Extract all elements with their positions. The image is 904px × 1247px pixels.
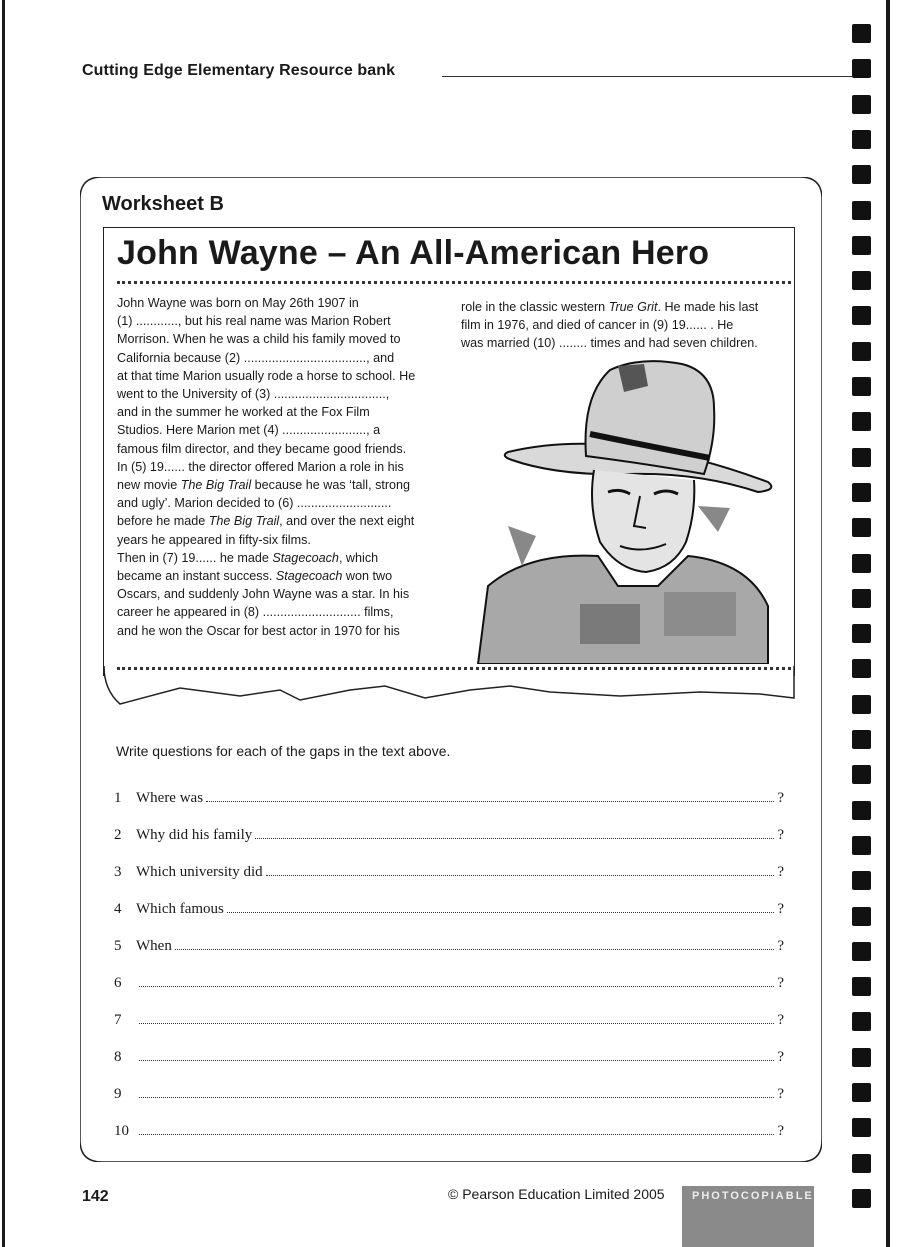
article-line: went to the University of (3) ................................, xyxy=(117,387,390,402)
photocopiable-logo xyxy=(682,1186,814,1247)
article-line: and in the summer he worked at the Fox Film xyxy=(117,405,370,420)
binding-hole xyxy=(852,1189,871,1208)
page-edge-left xyxy=(2,0,5,1247)
binding-hole xyxy=(852,589,871,608)
article-line: career he appeared in (8) ............................ films, xyxy=(117,605,394,620)
binding-hole xyxy=(852,1048,871,1067)
question-mark: ? xyxy=(777,901,784,917)
question-row xyxy=(114,975,784,995)
binding-hole xyxy=(852,1083,871,1102)
binding-hole xyxy=(852,342,871,361)
binding-hole xyxy=(852,24,871,43)
binding-hole xyxy=(852,1012,871,1031)
binding-hole xyxy=(852,554,871,573)
binding-hole xyxy=(852,942,871,961)
binding-hole xyxy=(852,95,871,114)
answer-line[interactable] xyxy=(227,912,774,913)
article-line: became an instant success. Stagecoach won two xyxy=(117,569,393,584)
answer-line[interactable] xyxy=(255,838,774,839)
article-line: before he made The Big Trail, and over the next eight xyxy=(117,514,415,529)
instruction-text: Write questions for each of the gaps in the text above. xyxy=(116,743,451,759)
question-row xyxy=(114,864,784,884)
answer-line[interactable] xyxy=(175,949,775,950)
article-line: Then in (7) 19...... he made Stagecoach, which xyxy=(117,550,379,565)
binding-hole xyxy=(852,801,871,820)
page-number: 142 xyxy=(82,1188,109,1205)
film-title: Stagecoach xyxy=(272,550,339,565)
film-title: Stagecoach xyxy=(275,569,343,584)
article-line: Morrison. When he was a child his family moved to xyxy=(117,332,401,347)
article-line: famous film director, and they became good friends. xyxy=(117,441,407,456)
question-mark: ? xyxy=(777,938,784,954)
article-line: new movie The Big Trail because he was ‘tall, strong xyxy=(117,478,411,493)
binding-hole xyxy=(852,624,871,643)
question-row xyxy=(114,901,784,921)
question-number: 2 xyxy=(114,827,122,843)
binding-hole xyxy=(852,1154,871,1173)
binding-hole xyxy=(852,836,871,855)
page-header xyxy=(82,62,852,86)
answer-line[interactable] xyxy=(139,1134,774,1135)
question-mark: ? xyxy=(777,975,784,991)
question-row xyxy=(114,938,784,958)
binding-hole xyxy=(852,448,871,467)
binding-hole xyxy=(852,377,871,396)
worksheet-label: Worksheet B xyxy=(102,193,224,215)
article-line: was married (10) ........ times and had seven children. xyxy=(461,336,758,351)
article-left-column xyxy=(117,294,439,640)
article-line: and ugly’. Marion decided to (6) ........................... xyxy=(117,496,392,511)
question-stem: Which university did xyxy=(136,864,263,880)
question-mark: ? xyxy=(777,1123,784,1139)
article-line: In (5) 19...... the director offered Marion a role in his xyxy=(117,459,404,474)
resource-bank-title: Cutting Edge Elementary Resource bank xyxy=(82,62,396,79)
article-line: years he appeared in fifty-six films. xyxy=(117,532,311,547)
question-stem: Which famous xyxy=(136,901,224,917)
question-row xyxy=(114,1086,784,1106)
article-title: John Wayne – An All-American Hero xyxy=(117,234,710,272)
question-mark: ? xyxy=(777,790,784,806)
binding-hole xyxy=(852,518,871,537)
john-wayne-portrait-icon xyxy=(468,356,784,664)
binding-hole xyxy=(852,483,871,502)
question-number: 1 xyxy=(114,790,122,806)
question-stem: Why did his family xyxy=(136,827,253,843)
binding-hole xyxy=(852,977,871,996)
binding-hole xyxy=(852,130,871,149)
answer-line[interactable] xyxy=(139,1097,774,1098)
binding-hole xyxy=(852,765,871,784)
question-stem: When xyxy=(136,938,172,954)
binding-hole xyxy=(852,236,871,255)
question-number: 8 xyxy=(114,1049,122,1065)
question-mark: ? xyxy=(777,1049,784,1065)
binding-hole xyxy=(852,907,871,926)
question-number: 9 xyxy=(114,1086,122,1102)
torn-edge xyxy=(100,660,800,710)
question-row xyxy=(114,827,784,847)
page-edge-right xyxy=(886,0,890,1247)
answer-line[interactable] xyxy=(206,801,774,802)
title-dotted-rule xyxy=(117,281,791,284)
header-rule xyxy=(442,76,852,77)
binding-hole xyxy=(852,165,871,184)
question-row xyxy=(114,1012,784,1032)
article-line: Oscars, and suddenly John Wayne was a star. In his xyxy=(117,587,410,602)
spiral-binding xyxy=(852,24,872,1224)
article-line: Studios. Here Marion met (4) ........................, a xyxy=(117,423,381,438)
copyright-notice: © Pearson Education Limited 2005 xyxy=(448,1186,665,1202)
photocopiable-label: PHOTOCOPIABLE xyxy=(692,1190,814,1202)
article-line: (1) ............, but his real name was Marion Robert xyxy=(117,314,391,329)
question-number: 7 xyxy=(114,1012,122,1028)
film-title: True Grit xyxy=(608,300,658,314)
binding-hole xyxy=(852,412,871,431)
question-row xyxy=(114,1049,784,1069)
film-title: The Big Trail xyxy=(208,514,280,529)
answer-line[interactable] xyxy=(266,875,775,876)
binding-hole xyxy=(852,271,871,290)
question-stem: Where was xyxy=(136,790,204,806)
film-title: The Big Trail xyxy=(180,478,252,493)
question-row xyxy=(114,1123,784,1143)
question-number: 6 xyxy=(114,975,122,991)
question-row xyxy=(114,790,784,810)
binding-hole xyxy=(852,1118,871,1137)
question-mark: ? xyxy=(777,827,784,843)
article-line: John Wayne was born on May 26th 1907 in xyxy=(117,296,359,310)
binding-hole xyxy=(852,695,871,714)
answer-line[interactable] xyxy=(139,1023,774,1024)
binding-hole xyxy=(852,871,871,890)
binding-hole xyxy=(852,59,871,78)
question-mark: ? xyxy=(777,1012,784,1028)
question-number: 3 xyxy=(114,864,122,880)
answer-line[interactable] xyxy=(139,1060,774,1061)
article-line: role in the classic western True Grit. He made his last xyxy=(461,300,759,314)
article-line: film in 1976, and died of cancer in (9) 19...... . He xyxy=(461,318,734,333)
question-mark: ? xyxy=(777,864,784,880)
article-line: at that time Marion usually rode a horse to school. He xyxy=(117,368,416,383)
binding-hole xyxy=(852,730,871,749)
answer-line[interactable] xyxy=(139,986,774,987)
binding-hole xyxy=(852,659,871,678)
article-right-column xyxy=(461,298,783,353)
question-number: 5 xyxy=(114,938,122,954)
article-line: California because (2) ..................................., and xyxy=(117,350,395,365)
binding-hole xyxy=(852,306,871,325)
article-line: and he won the Oscar for best actor in 1970 for his xyxy=(117,623,400,638)
question-number: 10 xyxy=(114,1123,129,1139)
question-mark: ? xyxy=(777,1086,784,1102)
binding-hole xyxy=(852,201,871,220)
question-number: 4 xyxy=(114,901,122,917)
